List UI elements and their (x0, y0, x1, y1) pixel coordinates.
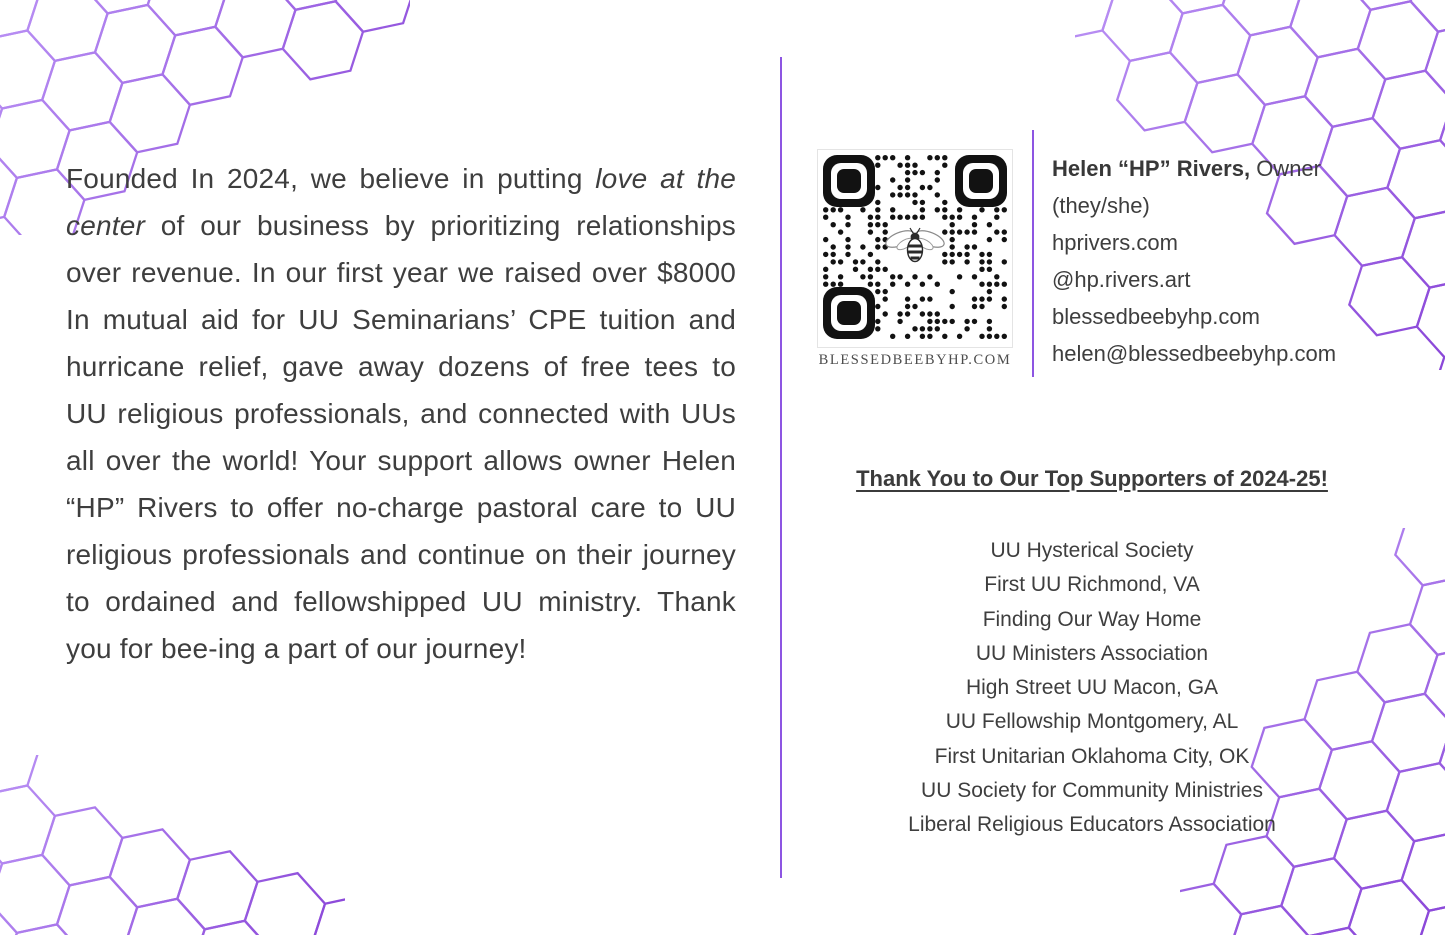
supporter-item: UU Fellowship Montgomery, AL (945, 710, 1239, 734)
about-text-italic: love at the center (66, 163, 736, 241)
about-text-end: of our business by prioritizing relationships over revenue. In our first year we raised over $8000 In mutual aid for UU Seminarians’ CPE tuition and hurricane relief, gave away dozens of free tees to UU religious professionals, and connected with UUs all over the world! Your support allows owner Helen “HP” Rivers to offer no-charge pastoral care to UU religious professionals and continue on their journey to ordained and fellowshipped UU ministry. Thank you for bee-ing a part of our journey! (66, 210, 736, 664)
qr-caption: BLESSEDBEEBYHP.COM (818, 352, 1012, 368)
bee-icon (884, 227, 947, 261)
supporter-item: UU Ministers Association (975, 641, 1209, 665)
about-paragraph (66, 155, 736, 672)
owner-name: Helen “HP” Rivers, (1052, 156, 1251, 181)
contact-block (1052, 150, 1392, 372)
qr-finder-pattern (823, 287, 875, 339)
contact-line: (they/she) (1052, 193, 1150, 218)
supporter-item: UU Society for Community Ministries (921, 779, 1263, 803)
supporters-list (812, 534, 1372, 843)
supporter-item: UU Hysterical Society (990, 539, 1194, 562)
qr-finder-pattern (955, 155, 1007, 207)
about-text-start: Founded In 2024, we believe in putting (66, 163, 596, 194)
supporter-item: First UU Richmond, VA (984, 573, 1200, 597)
qr-dot-matrix (818, 150, 1012, 347)
honeycomb-bottom-left (0, 755, 345, 935)
supporter-item: High Street UU Macon, GA (965, 676, 1219, 700)
owner-role: Owner (1250, 156, 1321, 181)
vertical-divider (780, 57, 782, 878)
contact-lines (1052, 187, 1392, 372)
contact-line: blessedbeebyhp.com (1052, 304, 1260, 329)
contact-line: hprivers.com (1052, 230, 1178, 255)
qr-finder-pattern (823, 155, 875, 207)
supporter-item: Liberal Religious Educators Association (908, 813, 1276, 837)
contact-divider (1032, 130, 1034, 377)
supporter-item: Finding Our Way Home (982, 607, 1202, 631)
qr-code (817, 149, 1013, 348)
contact-line: @hp.rivers.art (1052, 267, 1191, 292)
contact-line: helen@blessedbeebyhp.com (1052, 341, 1337, 366)
supporters-heading: Thank You to Our Top Supporters of 2024-25! (856, 466, 1328, 491)
supporter-item: First Unitarian Oklahoma City, OK (934, 744, 1250, 768)
contact-name-line (1052, 150, 1392, 187)
